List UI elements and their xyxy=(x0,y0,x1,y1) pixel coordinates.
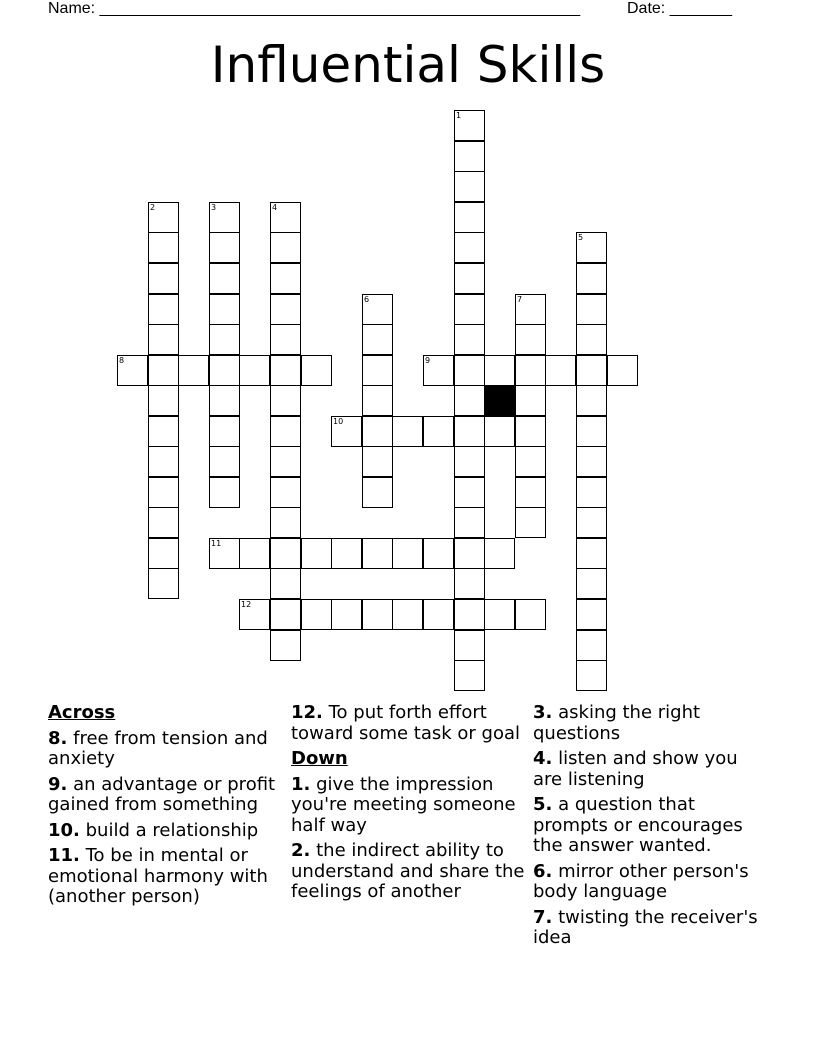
clue-number: 8 xyxy=(119,356,125,365)
grid-cell[interactable] xyxy=(576,507,607,538)
clue-number: 2 xyxy=(150,203,156,212)
grid-cell[interactable] xyxy=(148,385,179,416)
clue-num: 8. xyxy=(48,727,68,749)
grid-cell[interactable] xyxy=(301,599,332,630)
clue-number: 5 xyxy=(578,233,584,242)
grid-cell[interactable] xyxy=(576,599,607,630)
clues-column-2 xyxy=(291,703,527,908)
grid-cell[interactable] xyxy=(148,202,179,233)
grid-cell[interactable] xyxy=(484,599,515,630)
grid-cell[interactable] xyxy=(392,599,423,630)
down-clue xyxy=(533,862,769,903)
across-clue xyxy=(48,821,284,842)
grid-cell[interactable] xyxy=(209,538,240,569)
grid-cell[interactable] xyxy=(270,507,301,538)
grid-cell[interactable] xyxy=(454,507,485,538)
grid-cell[interactable] xyxy=(484,416,515,447)
grid-cell[interactable] xyxy=(576,355,607,386)
grid-cell[interactable] xyxy=(454,141,485,172)
grid-cell[interactable] xyxy=(270,324,301,355)
clue-text: give the impression you're meeting someone half way xyxy=(291,773,516,836)
grid-cell[interactable] xyxy=(576,263,607,294)
clue-text: To put forth effort toward some task or goal xyxy=(291,702,520,744)
across-heading: Across xyxy=(48,702,116,723)
clue-text: free from tension and anxiety xyxy=(48,727,268,769)
grid-cell[interactable] xyxy=(270,294,301,325)
grid-cell[interactable] xyxy=(270,416,301,447)
grid-cell[interactable] xyxy=(454,110,485,141)
grid-cell[interactable] xyxy=(454,385,485,416)
grid-cell[interactable] xyxy=(209,202,240,233)
grid-cell[interactable] xyxy=(148,263,179,294)
clue-text: To be in mental or emotional harmony with (another person) xyxy=(48,845,268,907)
clues-column-1 xyxy=(48,703,284,913)
grid-cell[interactable] xyxy=(148,416,179,447)
grid-cell[interactable] xyxy=(454,263,485,294)
grid-cell[interactable] xyxy=(576,538,607,569)
grid-cell[interactable] xyxy=(484,538,515,569)
grid-cell[interactable] xyxy=(270,568,301,599)
grid-cell[interactable] xyxy=(515,599,546,630)
grid-cell[interactable] xyxy=(148,294,179,325)
grid-cell[interactable] xyxy=(454,477,485,508)
grid-cell[interactable] xyxy=(392,538,423,569)
clue-number: 9 xyxy=(425,356,431,365)
grid-cell[interactable] xyxy=(362,599,393,630)
clues-column-3 xyxy=(533,703,769,954)
name-field-label: Name: ______________________________________________________ xyxy=(48,0,581,17)
grid-cell[interactable] xyxy=(270,232,301,263)
grid-cell[interactable] xyxy=(515,416,546,447)
grid-cell[interactable] xyxy=(362,294,393,325)
grid-cell[interactable] xyxy=(362,446,393,477)
down-clue xyxy=(291,775,527,837)
clue-text: a question that prompts or encourages the answer wanted. xyxy=(533,794,743,856)
grid-cell[interactable] xyxy=(270,477,301,508)
date-field-label: Date: _______ xyxy=(627,0,732,17)
clue-text: an advantage or profit gained from something xyxy=(48,773,276,815)
grid-cell[interactable] xyxy=(209,416,240,447)
clue-number: 12 xyxy=(241,600,252,609)
grid-cell[interactable] xyxy=(454,568,485,599)
grid-cell[interactable] xyxy=(423,599,454,630)
grid-cell[interactable] xyxy=(576,294,607,325)
grid-cell[interactable] xyxy=(331,416,362,447)
grid-cell[interactable] xyxy=(576,324,607,355)
clue-num: 6. xyxy=(533,860,553,882)
grid-cell[interactable] xyxy=(301,355,332,386)
grid-cell[interactable] xyxy=(362,477,393,508)
clue-number: 6 xyxy=(364,295,370,304)
grid-cell[interactable] xyxy=(576,416,607,447)
grid-cell[interactable] xyxy=(117,355,148,386)
grid-cell[interactable] xyxy=(362,538,393,569)
grid-cell[interactable] xyxy=(576,385,607,416)
grid-cell[interactable] xyxy=(423,416,454,447)
grid-cell[interactable] xyxy=(362,416,393,447)
grid-cell[interactable] xyxy=(148,507,179,538)
grid-cell[interactable] xyxy=(148,568,179,599)
down-heading: Down xyxy=(291,748,348,769)
grid-cell[interactable] xyxy=(423,355,454,386)
grid-cell[interactable] xyxy=(515,477,546,508)
down-clue xyxy=(533,908,769,949)
clue-text: twisting the receiver's idea xyxy=(533,906,758,948)
clue-number: 4 xyxy=(272,203,278,212)
grid-cell[interactable] xyxy=(576,446,607,477)
grid-cell[interactable] xyxy=(270,355,301,386)
grid-cell[interactable] xyxy=(239,599,270,630)
grid-cell[interactable] xyxy=(454,355,485,386)
grid-cell[interactable] xyxy=(515,294,546,325)
grid-cell[interactable] xyxy=(209,324,240,355)
grid-cell[interactable] xyxy=(576,630,607,661)
grid-cell[interactable] xyxy=(209,355,240,386)
grid-cell[interactable] xyxy=(362,385,393,416)
clue-num: 4. xyxy=(533,748,553,769)
clue-num: 1. xyxy=(291,773,311,795)
clue-text: build a relationship xyxy=(85,819,259,841)
grid-cell[interactable] xyxy=(576,660,607,691)
clue-number: 1 xyxy=(456,111,462,120)
grid-cell[interactable] xyxy=(331,538,362,569)
clue-num: 11. xyxy=(48,845,80,866)
grid-cell[interactable] xyxy=(454,416,485,447)
grid-cell[interactable] xyxy=(454,202,485,233)
clue-number: 10 xyxy=(333,417,344,426)
grid-cell[interactable] xyxy=(454,660,485,691)
grid-cell[interactable] xyxy=(148,477,179,508)
grid-cell[interactable] xyxy=(148,324,179,355)
grid-cell[interactable] xyxy=(270,202,301,233)
across-clue xyxy=(48,846,284,908)
grid-cell[interactable] xyxy=(239,538,270,569)
grid-cell[interactable] xyxy=(148,446,179,477)
grid-cell[interactable] xyxy=(515,355,546,386)
grid-cell[interactable] xyxy=(148,538,179,569)
clue-number: 11 xyxy=(211,539,222,548)
clue-num: 9. xyxy=(48,773,68,795)
grid-cell[interactable] xyxy=(454,324,485,355)
across-clue xyxy=(48,729,284,770)
clue-num: 7. xyxy=(533,906,553,928)
grid-cell[interactable] xyxy=(270,385,301,416)
grid-cell[interactable] xyxy=(392,416,423,447)
grid-cell[interactable] xyxy=(454,599,485,630)
clue-num: 12. xyxy=(291,702,323,723)
clue-num: 5. xyxy=(533,794,553,815)
grid-cell[interactable] xyxy=(454,538,485,569)
grid-cell[interactable] xyxy=(270,630,301,661)
down-clue xyxy=(291,841,527,903)
grid-cell[interactable] xyxy=(484,355,515,386)
grid-cell[interactable] xyxy=(209,294,240,325)
clue-text: asking the right questions xyxy=(533,702,701,744)
clue-num: 3. xyxy=(533,702,553,723)
grid-cell[interactable] xyxy=(545,355,576,386)
grid-cell[interactable] xyxy=(270,538,301,569)
grid-cell[interactable] xyxy=(239,355,270,386)
grid-cell[interactable] xyxy=(148,355,179,386)
grid-cell[interactable] xyxy=(576,568,607,599)
black-square xyxy=(484,385,515,416)
grid-cell[interactable] xyxy=(209,232,240,263)
across-clue xyxy=(48,775,284,816)
grid-cell[interactable] xyxy=(209,263,240,294)
grid-cell[interactable] xyxy=(270,599,301,630)
grid-cell[interactable] xyxy=(454,446,485,477)
grid-cell[interactable] xyxy=(178,355,209,386)
grid-cell[interactable] xyxy=(454,294,485,325)
clue-text: listen and show you are listening xyxy=(533,748,738,790)
grid-cell[interactable] xyxy=(454,630,485,661)
grid-cell[interactable] xyxy=(607,355,638,386)
grid-cell[interactable] xyxy=(209,385,240,416)
grid-cell[interactable] xyxy=(515,385,546,416)
clue-num: 10. xyxy=(48,819,80,841)
grid-cell[interactable] xyxy=(362,355,393,386)
puzzle-title: Influential Skills xyxy=(210,36,606,94)
clue-number: 7 xyxy=(517,295,523,304)
grid-cell[interactable] xyxy=(515,507,546,538)
grid-cell[interactable] xyxy=(270,446,301,477)
grid-cell[interactable] xyxy=(270,263,301,294)
clue-number: 3 xyxy=(211,203,217,212)
across-clue xyxy=(291,703,527,744)
grid-cell[interactable] xyxy=(362,324,393,355)
grid-cell[interactable] xyxy=(515,446,546,477)
grid-cell[interactable] xyxy=(454,232,485,263)
grid-cell[interactable] xyxy=(148,232,179,263)
grid-cell[interactable] xyxy=(576,232,607,263)
down-clue xyxy=(533,749,769,790)
grid-cell[interactable] xyxy=(331,599,362,630)
down-clue xyxy=(533,703,769,744)
down-clue xyxy=(533,795,769,857)
clue-text: mirror other person's body language xyxy=(533,860,749,902)
clue-num: 2. xyxy=(291,840,311,861)
grid-cell[interactable] xyxy=(423,538,454,569)
grid-cell[interactable] xyxy=(454,171,485,202)
grid-cell[interactable] xyxy=(209,446,240,477)
clue-text: the indirect ability to understand and share the feelings of another xyxy=(291,840,525,902)
grid-cell[interactable] xyxy=(209,477,240,508)
grid-cell[interactable] xyxy=(576,477,607,508)
grid-cell[interactable] xyxy=(515,324,546,355)
grid-cell[interactable] xyxy=(301,538,332,569)
